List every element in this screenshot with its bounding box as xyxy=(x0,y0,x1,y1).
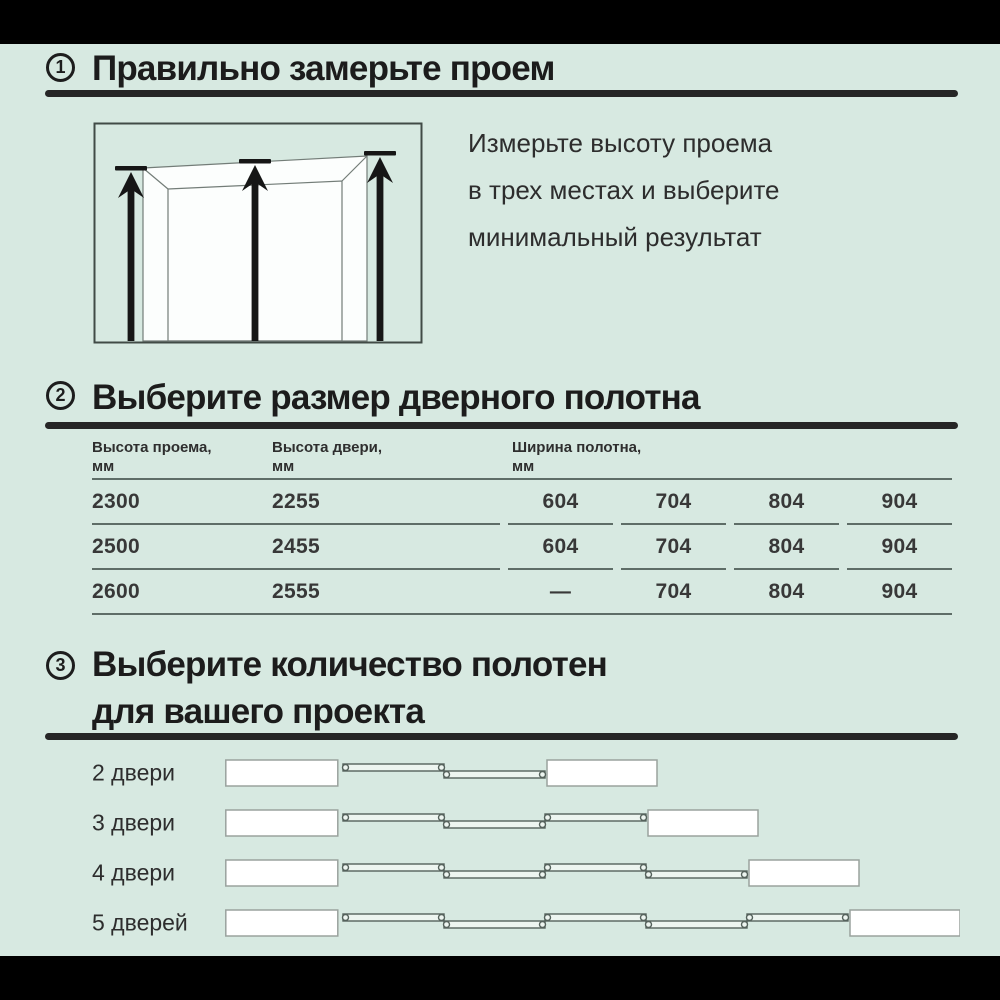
step-3-divider xyxy=(45,733,958,740)
door-count-row xyxy=(0,851,1000,895)
table-row xyxy=(92,525,952,570)
step-3-number-badge xyxy=(46,651,75,680)
door-count-label: 4 двери xyxy=(92,859,175,886)
folding-doors-diagram xyxy=(225,801,960,850)
table-header-row xyxy=(92,433,952,480)
step-1-title: Правильно замерьте проем xyxy=(92,49,555,88)
step-3-title-line1: Выберите количество полотен xyxy=(92,645,607,684)
description-line: Измерьте высоту проема xyxy=(468,128,773,158)
cell-opening-height: 2300 xyxy=(92,489,140,513)
header-opening-height: Высота проема, мм xyxy=(92,439,212,475)
header-panel-width: Ширина полотна, мм xyxy=(512,439,642,475)
cell-width: 704 xyxy=(621,525,726,570)
cell-width: 904 xyxy=(847,480,952,525)
door-opening-diagram xyxy=(93,122,423,344)
door-count-row xyxy=(0,901,1000,945)
step-1-divider xyxy=(45,90,958,97)
door-count-label: 5 дверей xyxy=(92,909,188,936)
step-1-number-badge xyxy=(46,53,75,82)
door-count-label: 3 двери xyxy=(92,809,175,836)
bottom-black-bar xyxy=(0,956,1000,1000)
door-count-row xyxy=(0,751,1000,795)
cell-width: 804 xyxy=(768,579,805,603)
cell-width: 604 xyxy=(508,480,613,525)
cell-width: 904 xyxy=(847,525,952,570)
step-2-number: 2 xyxy=(55,385,66,405)
cell-opening-height: 2500 xyxy=(92,534,140,558)
door-count-label: 2 двери xyxy=(92,759,175,786)
cell-door-height: 2555 xyxy=(272,579,320,603)
description-line: в трех местах и выберите xyxy=(468,175,780,205)
top-black-bar xyxy=(0,0,1000,44)
cell-width: — xyxy=(549,579,572,603)
folding-doors-diagram xyxy=(225,901,960,950)
cell-door-height: 2455 xyxy=(272,534,320,558)
step-2-divider xyxy=(45,422,958,429)
measure-arrow-icon-left xyxy=(115,166,147,341)
step-1-description xyxy=(468,120,780,261)
table-row xyxy=(92,480,952,525)
cell-opening-height: 2600 xyxy=(92,579,140,603)
cell-width: 704 xyxy=(655,579,692,603)
measure-arrow-icon-right xyxy=(364,151,396,341)
description-line: минимальный результат xyxy=(468,222,762,252)
folding-doors-diagram xyxy=(225,751,960,800)
step-2-title: Выберите размер дверного полотна xyxy=(92,378,700,417)
cell-width: 604 xyxy=(508,525,613,570)
folding-doors-diagram xyxy=(225,851,960,900)
door-count-row xyxy=(0,801,1000,845)
cell-width: 804 xyxy=(734,480,839,525)
cell-width: 704 xyxy=(621,480,726,525)
cell-width: 904 xyxy=(881,579,918,603)
cell-width: 804 xyxy=(734,525,839,570)
step-3-title-line2: для вашего проекта xyxy=(92,692,425,731)
step-3-number: 3 xyxy=(55,655,66,675)
step-1-number: 1 xyxy=(55,57,66,77)
door-size-table xyxy=(92,433,952,615)
header-door-height: Высота двери, мм xyxy=(272,439,383,475)
step-2-number-badge xyxy=(46,381,75,410)
cell-door-height: 2255 xyxy=(272,489,320,513)
table-row xyxy=(92,570,952,615)
